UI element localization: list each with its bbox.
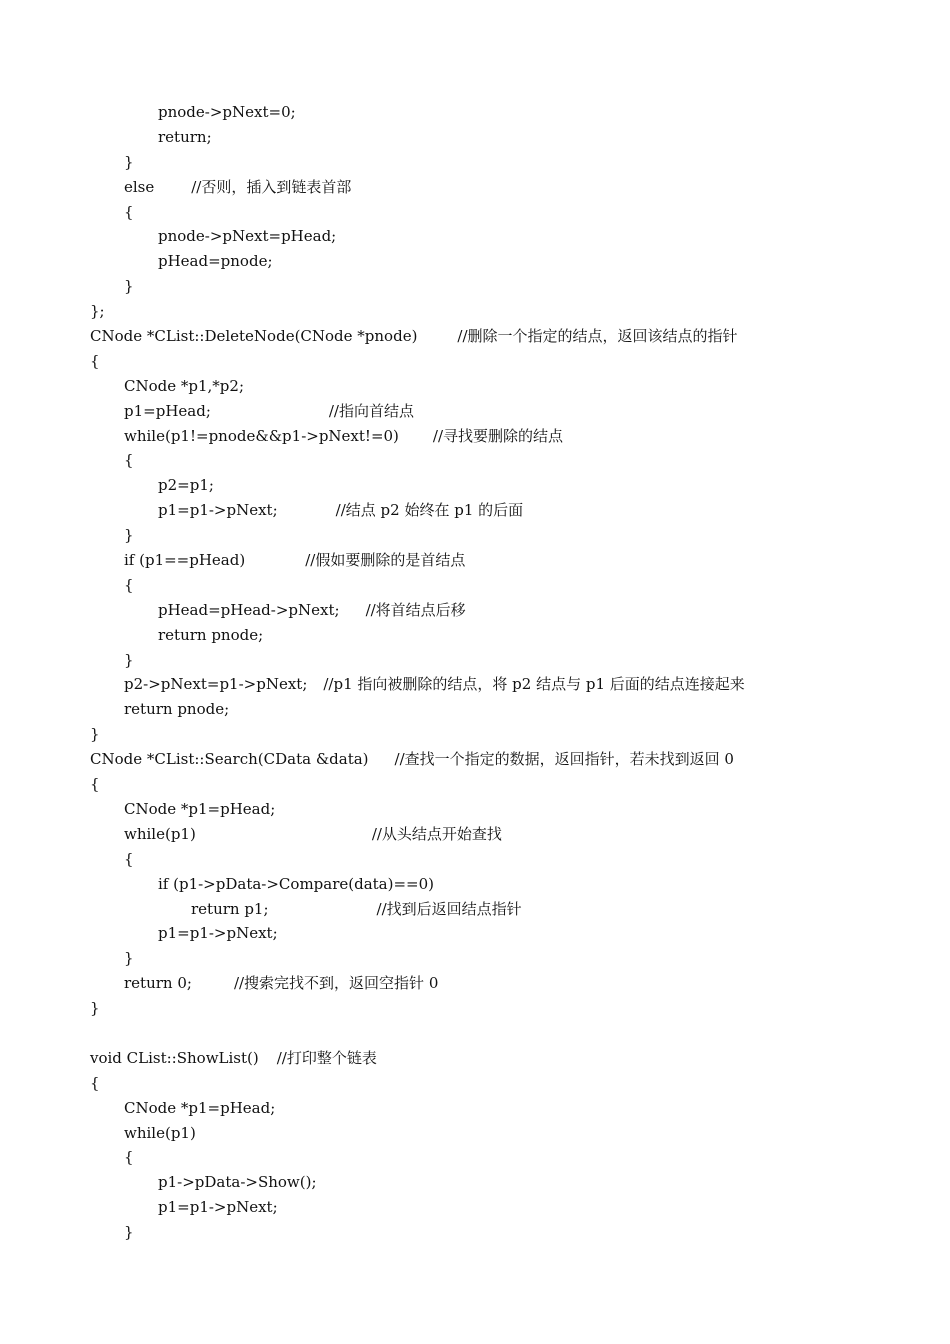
code-line: else //否则，插入到链表首部: [124, 177, 352, 196]
code-line: p1=p1->pNext;: [158, 1198, 278, 1217]
code-line: };: [90, 302, 105, 321]
code-line: {: [124, 849, 134, 868]
code-listing: [90, 100, 890, 1245]
code-line: p1=pHead; //指向首结点: [124, 401, 414, 420]
code-line: p2=p1;: [158, 476, 214, 495]
code-line: if (p1==pHead) //假如要删除的是首结点: [124, 551, 466, 570]
code-line: pHead=pHead->pNext; //将首结点后移: [158, 600, 466, 619]
code-line: }: [90, 725, 100, 744]
code-line: }: [124, 277, 134, 296]
code-line: return;: [158, 127, 212, 146]
code-line: return pnode;: [124, 700, 230, 719]
code-line: {: [124, 575, 134, 594]
code-line: {: [124, 202, 134, 221]
code-line: return p1; //找到后返回结点指针: [191, 899, 522, 918]
code-line: return 0; //搜索完找不到，返回空指针 0: [124, 974, 439, 993]
code-line: CNode *p1=pHead;: [124, 799, 276, 818]
code-line: }: [124, 1223, 134, 1242]
code-line: p1=p1->pNext;: [158, 924, 278, 943]
code-line: {: [90, 351, 100, 370]
code-line: {: [90, 775, 100, 794]
code-line: CNode *CList::Search(CData &data) //查找一个指定的数据，返回指针，若未找到返回 0: [90, 750, 734, 769]
code-line: {: [124, 451, 134, 470]
code-line: CNode *p1=pHead;: [124, 1098, 276, 1117]
code-line: while(p1!=pnode&&p1->pNext!=0) //寻找要删除的结点: [124, 426, 564, 445]
code-line: if (p1->pData->Compare(data)==0): [158, 874, 435, 893]
code-line: }: [124, 152, 134, 171]
code-line: pnode->pNext=pHead;: [158, 227, 337, 246]
code-line: p2->pNext=p1->pNext; //p1 指向被删除的结点，将 p2 结点与 p1 后面的结点连接起来: [124, 675, 745, 694]
code-line: CNode *p1,*p2;: [124, 376, 244, 395]
code-line: CNode *CList::DeleteNode(CNode *pnode) //删除一个指定的结点，返回该结点的指针: [90, 327, 738, 346]
code-line: {: [124, 1148, 134, 1167]
code-line: while(p1): [124, 1123, 196, 1142]
code-line: p1=p1->pNext; //结点 p2 始终在 p1 的后面: [158, 501, 524, 520]
code-line: pHead=pnode;: [158, 252, 273, 271]
code-line: }: [90, 999, 100, 1018]
code-line: return pnode;: [158, 625, 264, 644]
code-line: }: [124, 650, 134, 669]
code-line: }: [124, 526, 134, 545]
code-line: p1->pData->Show();: [158, 1173, 317, 1192]
code-line: [90, 1021, 890, 1046]
code-line: {: [90, 1073, 100, 1092]
code-line: void CList::ShowList() //打印整个链表: [90, 1048, 377, 1067]
code-line: while(p1) //从头结点开始查找: [124, 824, 502, 843]
code-line: pnode->pNext=0;: [158, 103, 296, 121]
code-line: }: [124, 949, 134, 968]
